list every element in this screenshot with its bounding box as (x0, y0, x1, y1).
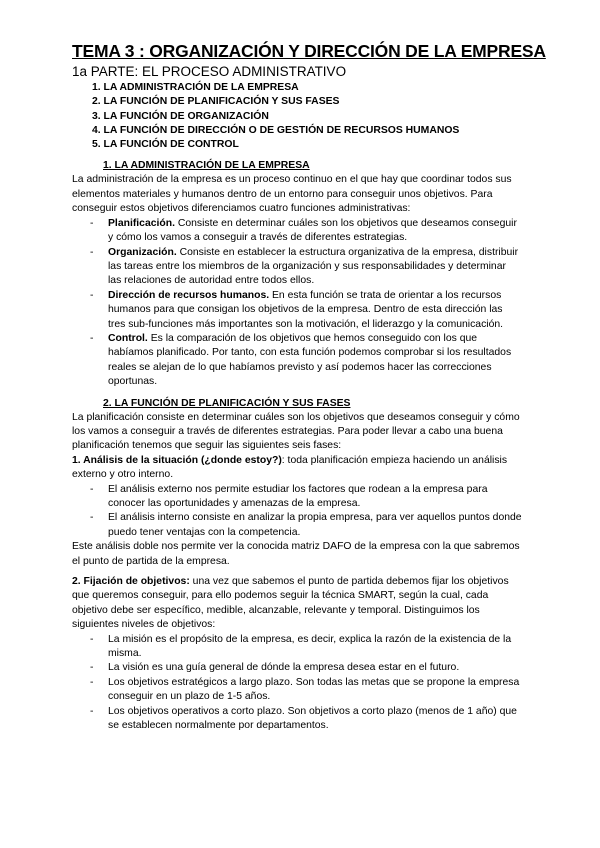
analysis-list (72, 483, 522, 541)
toc-item: 5. LA FUNCIÓN DE CONTROL (92, 139, 239, 151)
objectives-list (72, 633, 522, 734)
toc-item: 2. LA FUNCIÓN DE PLANIFICACIÓN Y SUS FASES (92, 96, 340, 108)
section-1-heading: 1. LA ADMINISTRACIÓN DE LA EMPRESA (103, 160, 310, 172)
section-2-heading: 2. LA FUNCIÓN DE PLANIFICACIÓN Y SUS FASES (103, 397, 351, 409)
toc-item: 1. LA ADMINISTRACIÓN DE LA EMPRESA (92, 82, 299, 93)
list-item: - Dirección de recursos humanos. En esta función se trata de orientar a los recursos humanos para que consigan los objetivos de la empresa. Dentro de esta dirección las tres sub-funciones más importantes son la motivación, el liderazgo y la comunicación. (90, 289, 504, 330)
phase-2-paragraph: 2. Fijación de objetivos: una vez que sabemos el punto de partida debemos fijar los objetivos que queremos conseguir, para ello podemos seguir la técnica SMART, según la cual, cada objetivo debe ser específico, medible, alcanzable, relevante y temporal. Distinguimos los siguientes niveles de objetivos: (72, 576, 509, 631)
table-of-contents (72, 81, 522, 152)
toc-item: 3. LA FUNCIÓN DE ORGANIZACIÓN (92, 110, 269, 122)
admin-functions-list (72, 217, 522, 390)
list-item: - Los objetivos estratégicos a largo plazo. Son todas las metas que se propone la empresa conseguir en un plazo de 1-5 años. (90, 676, 520, 703)
list-item: - La visión es una guía general de dónde la empresa desea estar en el futuro. (90, 662, 460, 674)
document-title: TEMA 3 : ORGANIZACIÓN Y DIRECCIÓN DE LA EMPRESA (72, 41, 546, 61)
list-item: - Planificación. Consiste en determinar cuáles son los objetivos que deseamos conseguir y cómo los vamos a conseguir a través de diferentes estrategias. (90, 217, 517, 244)
toc-item: 4. LA FUNCIÓN DE DIRECCIÓN O DE GESTIÓN DE RECURSOS HUMANOS (92, 124, 460, 136)
list-item: - Organización. Consiste en establecer la estructura organizativa de la empresa, distribuir las tareas entre los miembros de la organización y sus responsabilidades y determinar las relaciones de autoridad entre todos ellos. (90, 246, 519, 287)
list-item: - Control. Es la comparación de los objetivos que hemos conseguido con los que habíamos planificado. Por tanto, con esta función podemos comprobar si los resultados reales se alejan de lo que habíamos previsto y así podemos hacer las correcciones oportunas. (90, 332, 512, 388)
section-1-intro: La administración de la empresa es un proceso continuo en el que hay que coordinar todos sus elementos materiales y humanos dentro de un entorno para conseguir unos objetivos. Para conseguir estos objetivos diferenciamos cuatro funciones administrativas: (72, 174, 512, 215)
phase-1-paragraph: 1. Análisis de la situación (¿donde estoy?): toda planificación empieza haciendo un análisis externo y otro interno. (72, 454, 508, 481)
phase-1-outro: Este análisis doble nos permite ver la conocida matriz DAFO de la empresa con la que sabremos el punto de partida de la empresa. (72, 541, 520, 567)
part-heading: 1a PARTE: EL PROCESO ADMINISTRATIVO (72, 64, 347, 79)
list-item: - La misión es el propósito de la empresa, es decir, explica la razón de la existencia de la misma. (90, 633, 512, 660)
document-page (72, 40, 546, 734)
list-item: - El análisis interno consiste en analizar la propia empresa, para ver aquellos puntos donde puedo tener ventajas con la competencia. (90, 512, 522, 538)
list-item: - El análisis externo nos permite estudiar los factores que rodean a la empresa para conocer las oportunidades y amenazas de la empresa. (90, 483, 488, 510)
list-item: - Los objetivos operativos a corto plazo. Son objetivos a corto plazo (menos de 1 año) que se establecen normalmente por departamentos. (90, 705, 517, 732)
section-2-intro: La planificación consiste en determinar cuáles son los objetivos que deseamos conseguir y cómo los vamos a conseguir a través de diferentes estrategias. Para poder llevar a cabo una buena planificación tenemos que seguir las siguientes seis fases: (72, 411, 520, 452)
